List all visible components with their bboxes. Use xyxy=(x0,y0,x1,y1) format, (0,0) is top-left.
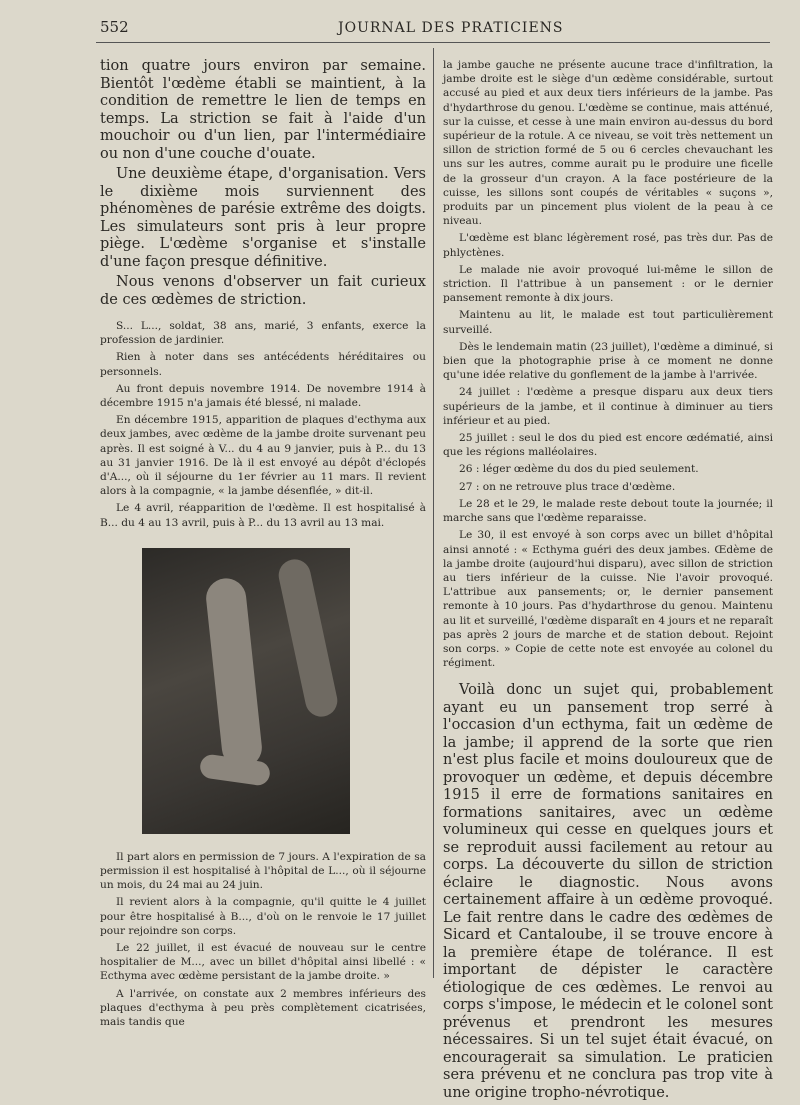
right-column xyxy=(443,58,773,1105)
case-paragraph: Dès le lendemain matin (23 juillet), l'œdème a diminué, si bien que la photographie prise à ce moment ne donne qu'une idée relative du gonflement de la jambe à l'arrivée. xyxy=(443,340,773,382)
header-rule xyxy=(96,42,770,43)
case-paragraph: 26 : léger œdème du dos du pied seulement. xyxy=(459,463,699,476)
case-paragraph: 25 juillet : seul le dos du pied est encore œdématié, ainsi que les régions malléolaires. xyxy=(443,432,773,459)
body-paragraph: tion quatre jours environ par semaine. Bientôt l'œdème établi se maintient, à la condition de remettre le lien de temps en temps. La striction se fait à l'aide d'un mouchoir ou d'un lien, par l'intermédiaire ou non d'une couche d'ouate. xyxy=(100,58,426,162)
conclusion-paragraph: Voilà donc un sujet qui, probablement ayant eu un pansement trop serré à l'occasion d'un ecthyma, fait un œdème de la jambe; il apprend de la sorte que rien n'est plus facile et moins douloureux que de provoquer un œdème, et depuis décembre 1915 il erre de formations sanitaires en formations sanitaires, avec un œdème volumineux qui cesse en quelques jours et se reproduit aussi facilement au retour au corps. La découverte du sillon de striction éclaire le diagnostic. Nous avons certainement affaire à un œdème provoqué. Le fait rentre dans le cadre des œdèmes de Sicard et Cantaloube, il se trouve encore à la première étape de tolérance. Il est important de dépister le caractère étiologique de ces œdèmes. Le renvoi au corps s'impose, le médecin et le colonel sont prévenus et prendront les mesures nécessaires. Si un tel sujet était évacué, on encouragerait sa simulation. Le praticien sera prévenu et ne conclura pas trop vite à une origine tropho-névrotique. xyxy=(443,682,773,1101)
column-divider xyxy=(433,48,434,978)
case-paragraph: Le 22 juillet, il est évacué de nouveau sur le centre hospitalier de M..., avec un billet d'hôpital ainsi libellé : « Ecthyma avec œdème persistant de la jambe droite. » xyxy=(100,942,426,983)
case-paragraph: Il revient alors à la compagnie, qu'il quitte le 4 juillet pour être hospitalisé à B..., d'où on le renvoie le 17 juillet pour rejoindre son corps. xyxy=(100,896,426,937)
body-paragraph: Une deuxième étape, d'organisation. Vers le dixième mois surviennent des phénomènes de parésie extrême des doigts. Les simulateurs sont pris à leur propre piège. L'œdème s'organise et s'installe d'une façon presque définitive. xyxy=(100,166,426,270)
case-paragraph: Le malade nie avoir provoqué lui-même le sillon de striction. Il l'attribue à un pansement : or le dernier pansement remonte à dix jours. xyxy=(443,263,773,305)
left-column xyxy=(100,58,426,1032)
page-number: 552 xyxy=(100,18,129,36)
leg-photograph xyxy=(142,548,350,834)
case-paragraph: A l'arrivée, on constate aux 2 membres inférieurs des plaques d'ecthyma à peu près complètement cicatrisées, mais tandis que xyxy=(100,987,426,1029)
case-paragraph: En décembre 1915, apparition de plaques d'ecthyma aux deux jambes, avec œdème de la jambe droite survenant peu après. Il est soigné à V... du 4 au 9 janvier, puis à P... du 13 au 31 janvier 1916. De là il est envoyé au dépôt d'éclopés d'A..., où il séjourne du 1er février au 11 mars. Il revient alors à la compagnie, « la jambe désenflée, » dit-il. xyxy=(100,414,426,498)
case-paragraph: S... L..., soldat, 38 ans, marié, 3 enfants, exerce la profession de jardinier. xyxy=(100,320,426,347)
case-paragraph: Le 4 avril, réapparition de l'œdème. Il est hospitalisé à B... du 4 au 13 avril, puis à P... du 13 avril au 13 mai. xyxy=(100,502,426,529)
case-paragraph: Il part alors en permission de 7 jours. A l'expiration de sa permission il est hospitalisé à l'hôpital de L..., où il séjourne un mois, du 24 mai au 24 juin. xyxy=(100,850,426,892)
body-paragraph: Nous venons d'observer un fait curieux de ces œdèmes de striction. xyxy=(100,274,426,308)
case-paragraph: Le 30, il est envoyé à son corps avec un billet d'hôpital ainsi annoté : « Ecthyma guéri des deux jambes. Œdème de la jambe droite (aujourd'hui disparu), avec sillon de striction au tiers inférieur de la cuisse. Nie l'avoir provoqué. L'attribue aux pansements; or, le dernier pansement remonte à 10 jours. Pas d'hydarthrose du genou. Maintenu au lit et surveillé, l'œdème disparaît en 4 jours et ne reparaît pas après 2 jours de marche et de station debout. Rejoint son corps. » Copie de cette note est envoyée au colonel du régiment. xyxy=(443,529,773,670)
case-paragraph: Au front depuis novembre 1914. De novembre 1914 à décembre 1915 n'a jamais été blessé, ni malade. xyxy=(100,382,426,410)
case-paragraph: L'œdème est blanc légèrement rosé, pas très dur. Pas de phlyctènes. xyxy=(443,232,773,259)
running-title: JOURNAL DES PRATICIENS xyxy=(338,20,564,36)
case-paragraph: Le 28 et le 29, le malade reste debout toute la journée; il marche sans que l'œdème reparaisse. xyxy=(443,497,773,525)
case-paragraph: 24 juillet : l'œdème a presque disparu aux deux tiers supérieurs de la jambe, et il continue à diminuer au tiers inférieur et au pied. xyxy=(443,386,773,427)
case-paragraph: 27 : on ne retrouve plus trace d'œdème. xyxy=(459,480,676,493)
case-paragraph: la jambe gauche ne présente aucune trace d'infiltration, la jambe droite est le siège d'un œdème considérable, surtout accusé au pied et aux deux tiers inférieurs de la jambe. Pas d'hydarthrose du genou. L'œdème se continue, mais atténué, sur la cuisse, et cesse à une main environ au-dessus du bord supérieur de la rotule. A ce niveau, se voit très nettement un sillon de striction formé de 5 ou 6 cercles chevauchant les uns sur les autres, comme aurait pu le produire une ficelle de la grosseur d'un crayon. A la face postérieure de la cuisse, les sillons sont coupés de véritables « suçons », produits par un pincement plus violent de la peau à ce niveau. xyxy=(443,59,773,228)
case-paragraph: Rien à noter dans ses antécédents héréditaires ou personnels. xyxy=(100,351,426,378)
case-paragraph: Maintenu au lit, le malade est tout particulièrement surveillé. xyxy=(443,309,773,336)
